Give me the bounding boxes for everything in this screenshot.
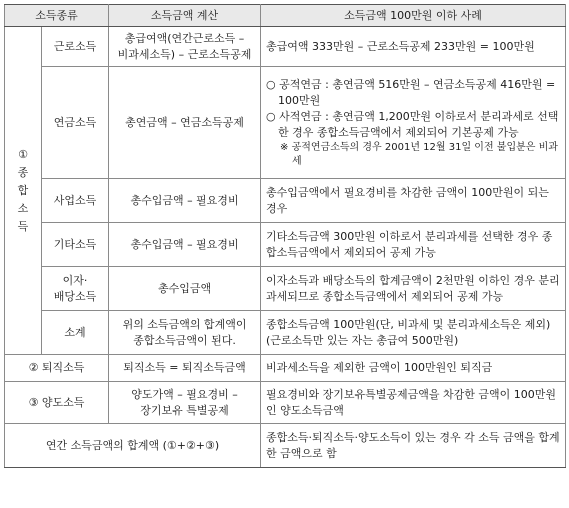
retirement-calc: 퇴직소득 = 퇴직소득금액: [109, 355, 261, 382]
income-type: 기타소득: [42, 223, 109, 267]
income-calc: 총급여액(연간근로소득 – 비과세소득) – 근로소득공제: [109, 27, 261, 67]
table-row: [5, 355, 566, 382]
retirement-label: ② 퇴직소득: [5, 355, 109, 382]
group-comprehensive-income: ① 종 합 소 득: [5, 27, 42, 355]
income-calc: 위의 소득금액의 합계액이 종합소득금액이 된다.: [109, 311, 261, 355]
retirement-example: 비과세소득을 제외한 금액이 100만원인 퇴직금: [261, 355, 566, 382]
table-row: [5, 267, 566, 311]
income-type: 이자· 배당소득: [42, 267, 109, 311]
table-row: [5, 382, 566, 424]
header-row: [5, 5, 566, 27]
table-row: [5, 27, 566, 67]
income-calc: 총수입금액 – 필요경비: [109, 179, 261, 223]
table-row: [5, 179, 566, 223]
transfer-label: ③ 양도소득: [5, 382, 109, 424]
income-example: [261, 67, 566, 179]
total-label: 연간 소득금액의 합계액 (①+②+③): [5, 424, 261, 468]
header-income-calc: 소득금액 계산: [109, 5, 261, 27]
income-example: 총수입금액에서 필요경비를 차감한 금액이 100만원이 되는 경우: [261, 179, 566, 223]
income-calc: 총수입금액: [109, 267, 261, 311]
table-row: [5, 424, 566, 468]
income-example: 기타소득금액 300만원 이하로서 분리과세를 선택한 경우 종합소득금액에서 제외되어 공제 가능: [261, 223, 566, 267]
group-mark: ①: [18, 147, 28, 161]
example-item: ○ 공적연금 : 총연금액 516만원 – 연금소득공제 416만원 = 100만원: [266, 77, 556, 107]
income-example: 종합소득금액 100만원(단, 비과세 및 분리과세소득은 제외) (근로소득만 있는 자는 총급여 500만원): [261, 311, 566, 355]
table-row: [5, 223, 566, 267]
income-example: 총급여액 333만원 – 근로소득공제 233만원 = 100만원: [261, 27, 566, 67]
income-type: 소계: [42, 311, 109, 355]
income-type: 근로소득: [42, 27, 109, 67]
income-example: 이자소득과 배당소득의 합계금액이 2천만원 이하인 경우 분리과세되므로 종합소득금액에서 제외되어 공제 가능: [261, 267, 566, 311]
header-example: 소득금액 100만원 이하 사례: [261, 5, 566, 27]
income-type: 연금소득: [42, 67, 109, 179]
header-income-type: 소득종류: [5, 5, 109, 27]
income-type: 사업소득: [42, 179, 109, 223]
transfer-calc: 양도가액 – 필요경비 – 장기보유 특별공제: [109, 382, 261, 424]
example-item: ○ 사적연금 : 총연금액 1,200만원 이하로서 분리과세로 선택한 경우 종합소득금액에서 제외되어 기본공제 가능: [266, 109, 559, 139]
transfer-example: 필요경비와 장기보유특별공제금액을 차감한 금액이 100만원인 양도소득금액: [261, 382, 566, 424]
example-note: ※ 공적연금소득의 경우 2001년 12월 31일 이전 불입분은 비과세: [280, 141, 558, 167]
income-table: [4, 4, 566, 468]
table-row: [5, 67, 566, 179]
income-calc: 총연금액 – 연금소득공제: [109, 67, 261, 179]
total-example: 종합소득·퇴직소득·양도소득이 있는 경우 각 소득 금액을 합계한 금액으로 함: [261, 424, 566, 468]
table-row: [5, 311, 566, 355]
income-calc: 총수입금액 – 필요경비: [109, 223, 261, 267]
